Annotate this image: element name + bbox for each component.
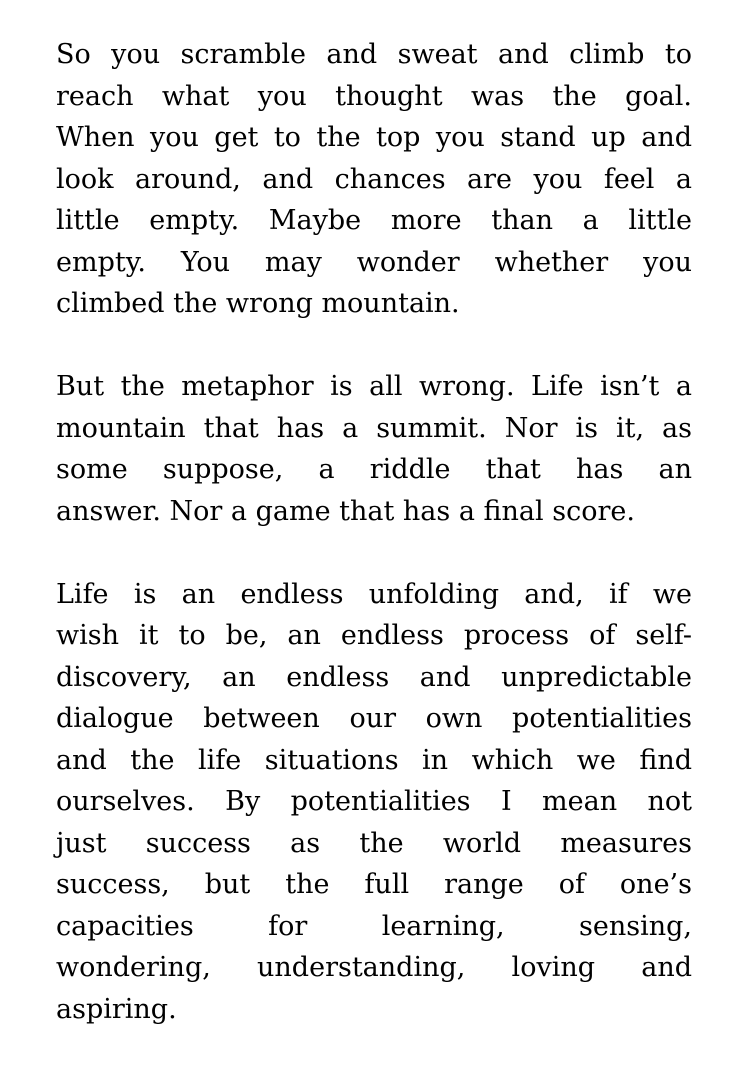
text-line: success, but the full range of one’s (56, 869, 692, 900)
paragraph-2 (56, 366, 692, 532)
text-line: capacities for learning, sensing, (56, 910, 692, 942)
paragraph-3 (56, 574, 692, 1031)
text-line: aspiring. (56, 993, 177, 1025)
text-line: wish it to be, an endless process of self- (56, 620, 692, 651)
text-line: little empty. Maybe more than a little (56, 205, 692, 236)
paragraph-1 (56, 34, 692, 325)
text-line: dialogue between our own potentialities (56, 703, 692, 734)
text-line: ourselves. By potentialities I mean not (56, 786, 692, 817)
text-line: So you scramble and sweat and climb to (56, 39, 692, 70)
text-line: reach what you thought was the goal. (56, 80, 692, 112)
text-line: just success as the world measures (56, 827, 692, 859)
text-line: discovery, an endless and unpredictable (56, 661, 692, 693)
document-page (56, 34, 692, 1030)
text-line: empty. You may wonder whether you (56, 246, 692, 278)
text-line: But the metaphor is all wrong. Life isn’t a (56, 371, 692, 402)
text-line: answer. Nor a game that has a final score. (56, 495, 635, 527)
text-line: mountain that has a summit. Nor is it, as (56, 412, 692, 444)
text-line: climbed the wrong mountain. (56, 288, 460, 319)
text-line: Life is an endless unfolding and, if we (56, 578, 692, 610)
text-line: some suppose, a riddle that has an (56, 454, 692, 485)
text-line: look around, and chances are you feel a (56, 163, 692, 195)
text-line: wondering, understanding, loving and (56, 952, 692, 983)
text-line: and the life situations in which we find (56, 744, 692, 776)
text-line: When you get to the top you stand up and (56, 122, 692, 153)
